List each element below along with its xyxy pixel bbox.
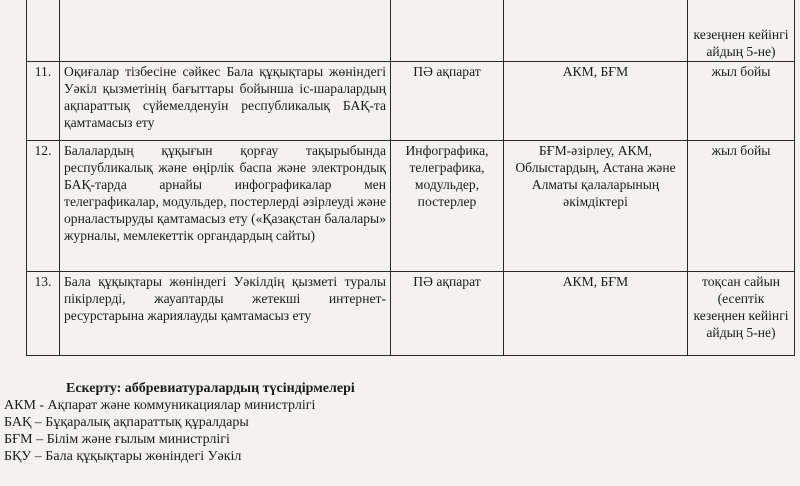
completion-form-cell: ПӘ ақпарат xyxy=(391,272,504,356)
responsible-cell: АКМ, БҒМ xyxy=(504,272,688,356)
action-plan-table xyxy=(26,0,795,356)
table-row xyxy=(27,0,795,62)
table-row xyxy=(27,272,795,356)
row-number-cell xyxy=(27,0,60,62)
measure-description-cell: Оқиғалар тізбесіне сәйкес Бала құқықтары жөніндегі Уәкіл қызметінің бағыттары бойынша іс-шаралардың ақпараттық сүйемелденуін республикалық БАҚ-та қамтамасыз ету xyxy=(60,62,391,141)
responsible-cell: БҒМ-әзірлеу, АКМ, Облыстардың, Астана және Алматы қалаларының әкімдіктері xyxy=(504,141,688,272)
completion-form-cell: ПӘ ақпарат xyxy=(391,62,504,141)
abbreviation-line: БҚУ – Бала құқықтары жөніндегі Уәкіл xyxy=(4,449,242,464)
row-number-cell: 13. xyxy=(27,272,60,356)
row-number-cell: 11. xyxy=(27,62,60,141)
deadline-cell: жыл бойы xyxy=(688,62,795,141)
responsible-cell xyxy=(504,0,688,62)
deadline-cell: кезеңнен кейінгі айдың 5-не) xyxy=(688,0,795,62)
deadline-cell: тоқсан сайын (есептік кезеңнен кейінгі айдың 5-не) xyxy=(688,272,795,356)
measure-description-cell xyxy=(60,0,391,62)
table-row xyxy=(27,141,795,272)
row-number-cell: 12. xyxy=(27,141,60,272)
abbreviations-note xyxy=(0,380,800,465)
completion-form-cell: Инфографика, телеграфика, модульдер, постерлер xyxy=(391,141,504,272)
abbreviation-line: АКМ - Ақпарат және коммуникациялар министрлігі xyxy=(4,398,316,413)
measure-description-cell: Балалардың құқығын қорғау тақырыбында республикалық және өңірлік баспа және электрондық БАҚ-тарда арнайы инфографикалар мен телеграфикалар, модульдер, постерлерді әзірлеуді және орналастыруды қамтамасыз ету («Қазақстан балалары» журналы, мемлекеттік органдардың сайты) xyxy=(60,141,391,272)
table-row xyxy=(27,62,795,141)
responsible-cell: АКМ, БҒМ xyxy=(504,62,688,141)
abbreviation-line: БҒМ – Білім және ғылым министрлігі xyxy=(4,432,230,447)
completion-form-cell xyxy=(391,0,504,62)
note-title: Ескерту: аббревиатуралардың түсіндірмелері xyxy=(66,381,355,396)
deadline-cell: жыл бойы xyxy=(688,141,795,272)
measure-description-cell: Бала құқықтары жөніндегі Уәкілдің қызметі туралы пікірлерді, жауаптарды жетекші интернет-ресурстарына жариялауды қамтамасыз ету xyxy=(60,272,391,356)
abbreviation-line: БАҚ – Бұқаралық ақпараттық құралдары xyxy=(4,415,249,430)
